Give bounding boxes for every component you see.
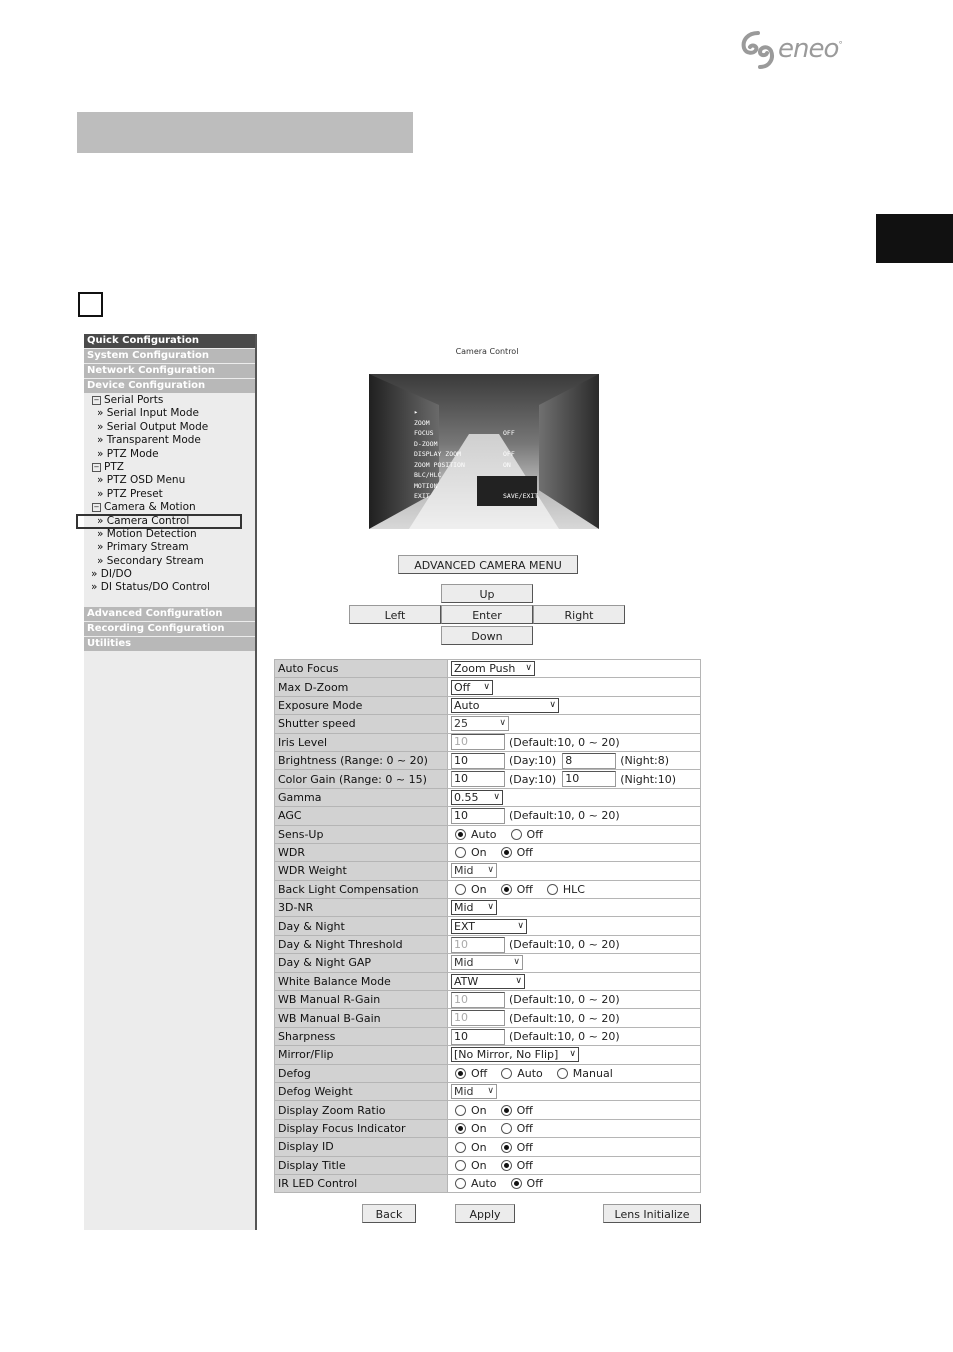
- osd-line: ZOOM POSITION: [414, 460, 465, 469]
- sidebar-heading[interactable]: Network Configuration: [84, 364, 255, 378]
- setting-value: [448, 917, 701, 935]
- setting-value: [448, 880, 701, 898]
- sidebar-label: » PTZ Preset: [97, 487, 163, 500]
- chevron-down-icon[interactable]: ∨: [525, 663, 532, 674]
- radio-label: On: [471, 1103, 487, 1117]
- osd-value: [503, 470, 538, 481]
- sidebar-label: » Serial Input Mode: [97, 407, 199, 420]
- setting-row: [275, 1138, 701, 1156]
- setting-value: [448, 660, 701, 678]
- setting-row: [275, 862, 701, 880]
- sidebar-label: » PTZ OSD Menu: [97, 474, 186, 487]
- radio-label: Off: [526, 827, 543, 841]
- setting-input[interactable]: 10: [562, 771, 616, 787]
- setting-value: [448, 862, 701, 880]
- setting-hint: (Default:10, 0 ~ 20): [509, 809, 620, 823]
- setting-row: [275, 1101, 701, 1119]
- setting-label: Sens-Up: [275, 825, 448, 843]
- osd-line: FOCUS: [414, 429, 434, 437]
- setting-label: Shutter speed: [275, 715, 448, 733]
- setting-row: [275, 1174, 701, 1192]
- osd-value: [503, 481, 538, 492]
- eneo-logo: [740, 30, 850, 72]
- radio-button[interactable]: [501, 1068, 512, 1079]
- setting-label: Back Light Compensation: [275, 880, 448, 898]
- setting-select[interactable]: [451, 661, 535, 676]
- sidebar-label: » DI/DO: [91, 568, 132, 581]
- setting-value: [448, 935, 701, 953]
- setting-input[interactable]: 10: [451, 734, 505, 750]
- osd-value: [503, 439, 538, 450]
- radio-button[interactable]: [455, 1160, 466, 1171]
- setting-row: [275, 1064, 701, 1082]
- chevron-down-icon[interactable]: ∨: [487, 1086, 494, 1097]
- radio-button[interactable]: [455, 1178, 466, 1189]
- setting-row: [275, 660, 701, 678]
- radio-button[interactable]: [455, 847, 466, 858]
- radio-label: Off: [471, 1067, 488, 1081]
- osd-value: ON: [503, 460, 511, 469]
- setting-value: [448, 788, 701, 806]
- setting-row: [275, 788, 701, 806]
- sidebar-label: » Camera Control: [97, 514, 190, 527]
- chevron-down-icon[interactable]: ∨: [487, 902, 494, 913]
- select-value: EXT: [454, 919, 476, 933]
- setting-value: [448, 807, 701, 825]
- radio-button[interactable]: [557, 1068, 568, 1079]
- chevron-down-icon[interactable]: ∨: [513, 957, 520, 968]
- setting-label: WB Manual R-Gain: [275, 991, 448, 1009]
- radio-label: Manual: [572, 1067, 613, 1081]
- setting-select[interactable]: [451, 955, 523, 970]
- setting-label: Display Title: [275, 1156, 448, 1174]
- advanced-camera-menu-button[interactable]: ADVANCED CAMERA MENU: [398, 555, 578, 574]
- setting-input[interactable]: 10: [451, 808, 505, 824]
- collapse-icon[interactable]: −: [93, 503, 100, 512]
- sidebar-group[interactable]: [84, 461, 255, 474]
- radio-button[interactable]: [511, 1178, 522, 1189]
- camera-control-panel: [274, 334, 704, 1232]
- chevron-down-icon[interactable]: ∨: [569, 1049, 576, 1060]
- setting-row: [275, 843, 701, 861]
- chevron-down-icon[interactable]: ∨: [515, 975, 522, 986]
- radio-button[interactable]: [547, 884, 558, 895]
- setting-value: [448, 1082, 701, 1100]
- camera-settings-table: [274, 659, 701, 1193]
- select-value: Mid: [454, 1085, 474, 1099]
- setting-value: [448, 1174, 701, 1192]
- setting-select[interactable]: [451, 863, 497, 878]
- collapse-icon[interactable]: −: [93, 396, 100, 404]
- sidebar-label: » DI Status/DO Control: [91, 581, 210, 594]
- sidebar-link[interactable]: [84, 555, 255, 568]
- radio-label: On: [471, 1140, 487, 1154]
- sidebar-label: PTZ: [104, 460, 124, 473]
- logo-text: eneo°: [778, 34, 842, 64]
- setting-value: [448, 972, 701, 990]
- osd-line: MOTION: [414, 481, 438, 490]
- back-button[interactable]: Back: [362, 1204, 416, 1223]
- chevron-down-icon[interactable]: ∨: [499, 718, 506, 729]
- osd-value: OFF: [503, 429, 515, 437]
- osd-line: ▸: [414, 408, 418, 416]
- setting-label: WB Manual B-Gain: [275, 1009, 448, 1027]
- radio-label: Off: [526, 1177, 543, 1191]
- select-value: ATW: [454, 974, 479, 988]
- up-button[interactable]: Up: [441, 584, 533, 603]
- select-value: Zoom Push: [454, 662, 516, 676]
- setting-row: [275, 1046, 701, 1064]
- setting-label: Brightness (Range: 0 ~ 20): [275, 751, 448, 769]
- setting-row: [275, 1027, 701, 1045]
- setting-value: [448, 751, 701, 769]
- radio-button[interactable]: [455, 1142, 466, 1153]
- setting-row: [275, 991, 701, 1009]
- setting-label: IR LED Control: [275, 1174, 448, 1192]
- step-box: [78, 292, 103, 317]
- setting-value: [448, 770, 701, 788]
- radio-button[interactable]: [501, 1142, 512, 1153]
- sidebar-heading[interactable]: Recording Configuration: [84, 622, 255, 636]
- setting-row: [275, 935, 701, 953]
- sidebar-label: » Motion Detection: [97, 527, 197, 540]
- setting-label: AGC: [275, 807, 448, 825]
- setting-label: WDR Weight: [275, 862, 448, 880]
- setting-row: [275, 1082, 701, 1100]
- radio-label: On: [471, 1158, 487, 1172]
- setting-hint: (Default:10, 0 ~ 20): [509, 993, 620, 1007]
- chapter-tab: [876, 214, 953, 263]
- setting-hint: (Day:10): [509, 754, 557, 768]
- sidebar-heading[interactable]: System Configuration: [84, 349, 255, 363]
- setting-input[interactable]: 8: [562, 753, 616, 769]
- setting-label: Display Focus Indicator: [275, 1119, 448, 1137]
- setting-value: [448, 899, 701, 917]
- sidebar-heading[interactable]: Quick Configuration: [84, 334, 255, 348]
- setting-select[interactable]: [451, 900, 497, 915]
- setting-row: [275, 917, 701, 935]
- setting-value: [448, 1119, 701, 1137]
- select-value: Mid: [454, 956, 474, 970]
- sidebar-link[interactable]: [84, 568, 255, 581]
- select-value: [No Mirror, No Flip]: [454, 1048, 559, 1062]
- radio-label: On: [471, 846, 487, 860]
- setting-select[interactable]: [451, 790, 503, 805]
- osd-value: SAVE/EXIT: [503, 492, 539, 500]
- select-value: Off: [454, 680, 471, 694]
- live-video-preview[interactable]: [369, 374, 599, 529]
- right-button[interactable]: Right: [533, 605, 625, 624]
- setting-label: Gamma: [275, 788, 448, 806]
- sidebar-heading[interactable]: Utilities: [84, 637, 255, 651]
- setting-row: [275, 899, 701, 917]
- osd-line: D-ZOOM: [414, 439, 438, 448]
- setting-select[interactable]: [451, 1084, 497, 1099]
- setting-value: [448, 825, 701, 843]
- setting-row: [275, 715, 701, 733]
- osd-value: [503, 418, 538, 429]
- osd-menu-right: [503, 407, 538, 502]
- sidebar-group[interactable]: [84, 394, 255, 407]
- setting-value: [448, 1101, 701, 1119]
- setting-input[interactable]: 10: [451, 1029, 505, 1045]
- setting-label: Day & Night GAP: [275, 954, 448, 972]
- radio-button[interactable]: [501, 847, 512, 858]
- chevron-down-icon[interactable]: ∨: [487, 865, 494, 876]
- setting-value: [448, 991, 701, 1009]
- setting-value: [448, 843, 701, 861]
- setting-label: Defog: [275, 1064, 448, 1082]
- setting-value: [448, 1009, 701, 1027]
- setting-label: Day & Night: [275, 917, 448, 935]
- sidebar-label: » Primary Stream: [97, 541, 189, 554]
- setting-input[interactable]: 10: [451, 753, 505, 769]
- select-value: 0.55: [454, 790, 479, 804]
- setting-label: Exposure Mode: [275, 696, 448, 714]
- sidebar-link[interactable]: [84, 421, 255, 434]
- sidebar-link[interactable]: [84, 528, 255, 541]
- osd-line: ZOOM: [414, 418, 430, 427]
- setting-hint: (Default:10, 0 ~ 20): [509, 1011, 620, 1025]
- osd-menu-left: [414, 407, 465, 502]
- radio-button[interactable]: [511, 829, 522, 840]
- sidebar-label: » Transparent Mode: [97, 434, 201, 447]
- setting-row: [275, 1119, 701, 1137]
- setting-input[interactable]: 10: [451, 937, 505, 953]
- sidebar-link[interactable]: [84, 488, 255, 501]
- sidebar-heading[interactable]: Device Configuration: [84, 379, 255, 393]
- radio-label: Auto: [517, 1067, 543, 1081]
- radio-label: On: [471, 1122, 487, 1136]
- collapse-icon[interactable]: −: [93, 462, 100, 471]
- radio-label: Off: [516, 846, 533, 860]
- radio-label: Auto: [471, 827, 497, 841]
- sidebar-link[interactable]: [84, 581, 255, 594]
- setting-value: [448, 733, 701, 751]
- sidebar-label: » PTZ Mode: [97, 447, 159, 460]
- setting-hint: (Day:10): [509, 772, 557, 786]
- sidebar-link[interactable]: [77, 515, 241, 528]
- lens-initialize-button[interactable]: Lens Initialize: [603, 1204, 701, 1223]
- osd-value: [503, 407, 538, 418]
- setting-input[interactable]: 10: [451, 992, 505, 1008]
- radio-label: Off: [516, 1140, 533, 1154]
- sidebar-group[interactable]: [84, 501, 255, 514]
- setting-select[interactable]: [451, 974, 525, 989]
- sidebar-label: » Serial Output Mode: [97, 420, 209, 433]
- radio-button[interactable]: [501, 1160, 512, 1171]
- setting-label: Iris Level: [275, 733, 448, 751]
- select-value: Auto: [454, 698, 480, 712]
- setting-select[interactable]: [451, 919, 527, 934]
- radio-label: On: [471, 883, 487, 897]
- setting-row: [275, 1009, 701, 1027]
- setting-label: WDR: [275, 843, 448, 861]
- left-button[interactable]: Left: [349, 605, 441, 624]
- apply-button[interactable]: Apply: [455, 1204, 515, 1223]
- setting-value: [448, 678, 701, 696]
- osd-line: EXIT: [414, 492, 430, 500]
- select-value: Mid: [454, 864, 474, 878]
- radio-label: Off: [516, 1103, 533, 1117]
- chevron-down-icon[interactable]: ∨: [549, 699, 556, 710]
- setting-row: [275, 954, 701, 972]
- sidebar-heading[interactable]: Advanced Configuration: [84, 607, 255, 621]
- radio-button[interactable]: [455, 1068, 466, 1079]
- radio-label: Off: [516, 1158, 533, 1172]
- setting-label: Display Zoom Ratio: [275, 1101, 448, 1119]
- setting-value: [448, 715, 701, 733]
- sidebar-link[interactable]: [84, 407, 255, 420]
- radio-button[interactable]: [455, 1123, 466, 1134]
- sidebar-label: » Secondary Stream: [97, 554, 204, 567]
- setting-input[interactable]: 10: [451, 1010, 505, 1026]
- sidebar-link[interactable]: [84, 541, 255, 554]
- radio-button[interactable]: [455, 1105, 466, 1116]
- select-value: 25: [454, 717, 468, 731]
- setting-row: [275, 972, 701, 990]
- enter-button[interactable]: Enter: [441, 605, 533, 624]
- setting-select[interactable]: [451, 698, 559, 713]
- radio-button[interactable]: [455, 884, 466, 895]
- setting-label: Color Gain (Range: 0 ~ 15): [275, 770, 448, 788]
- setting-row: [275, 733, 701, 751]
- setting-value: [448, 1027, 701, 1045]
- setting-label: Sharpness: [275, 1027, 448, 1045]
- chevron-down-icon[interactable]: ∨: [517, 920, 524, 931]
- osd-line: DISPLAY ZOOM: [414, 450, 461, 458]
- setting-row: [275, 807, 701, 825]
- setting-row: [275, 751, 701, 769]
- radio-label: HLC: [562, 883, 585, 897]
- select-value: Mid: [454, 901, 474, 915]
- radio-label: Off: [516, 883, 533, 897]
- radio-button[interactable]: [501, 1105, 512, 1116]
- radio-label: Off: [516, 1122, 533, 1136]
- sidebar-link[interactable]: [84, 448, 255, 461]
- setting-select[interactable]: [451, 1047, 579, 1062]
- sidebar-link[interactable]: [84, 434, 255, 447]
- setting-row: [275, 770, 701, 788]
- setting-row: [275, 696, 701, 714]
- sidebar-label: Serial Ports: [104, 394, 164, 406]
- chevron-down-icon[interactable]: ∨: [493, 791, 500, 802]
- setting-label: Display ID: [275, 1138, 448, 1156]
- setting-label: Day & Night Threshold: [275, 935, 448, 953]
- setting-value: [448, 954, 701, 972]
- page-title: Camera Control: [455, 347, 519, 356]
- setting-row: [275, 678, 701, 696]
- section-title-bar: [77, 112, 413, 153]
- setting-row: [275, 1156, 701, 1174]
- osd-value: OFF: [503, 450, 515, 458]
- radio-button[interactable]: [455, 829, 466, 840]
- config-sidebar: [84, 334, 257, 1230]
- setting-value: [448, 1138, 701, 1156]
- down-button[interactable]: Down: [441, 626, 533, 645]
- setting-value: [448, 696, 701, 714]
- setting-label: Defog Weight: [275, 1082, 448, 1100]
- setting-value: [448, 1046, 701, 1064]
- sidebar-link[interactable]: [84, 474, 255, 487]
- setting-label: Auto Focus: [275, 660, 448, 678]
- setting-value: [448, 1156, 701, 1174]
- setting-hint: (Night:8): [620, 754, 670, 768]
- setting-label: Mirror/Flip: [275, 1046, 448, 1064]
- radio-button[interactable]: [501, 1123, 512, 1134]
- setting-row: [275, 880, 701, 898]
- setting-hint: (Default:10, 0 ~ 20): [509, 1030, 620, 1043]
- radio-label: Auto: [471, 1177, 497, 1191]
- osd-line: BLC/HLC: [414, 471, 442, 479]
- setting-label: Max D-Zoom: [275, 678, 448, 696]
- radio-button[interactable]: [501, 884, 512, 895]
- setting-hint: (Night:10): [620, 772, 677, 786]
- setting-row: [275, 825, 701, 843]
- setting-label: 3D-NR: [275, 899, 448, 917]
- sidebar-label: Camera & Motion: [104, 501, 196, 514]
- setting-label: White Balance Mode: [275, 972, 448, 990]
- web-ui-screenshot: [84, 334, 704, 1232]
- setting-hint: (Default:10, 0 ~ 20): [509, 938, 620, 952]
- eneo-swirl-icon: [740, 30, 776, 70]
- setting-select[interactable]: [451, 680, 493, 695]
- setting-select[interactable]: [451, 716, 509, 731]
- setting-input[interactable]: 10: [451, 771, 505, 787]
- chevron-down-icon[interactable]: ∨: [483, 681, 490, 692]
- setting-value: [448, 1064, 701, 1082]
- setting-hint: (Default:10, 0 ~ 20): [509, 735, 620, 749]
